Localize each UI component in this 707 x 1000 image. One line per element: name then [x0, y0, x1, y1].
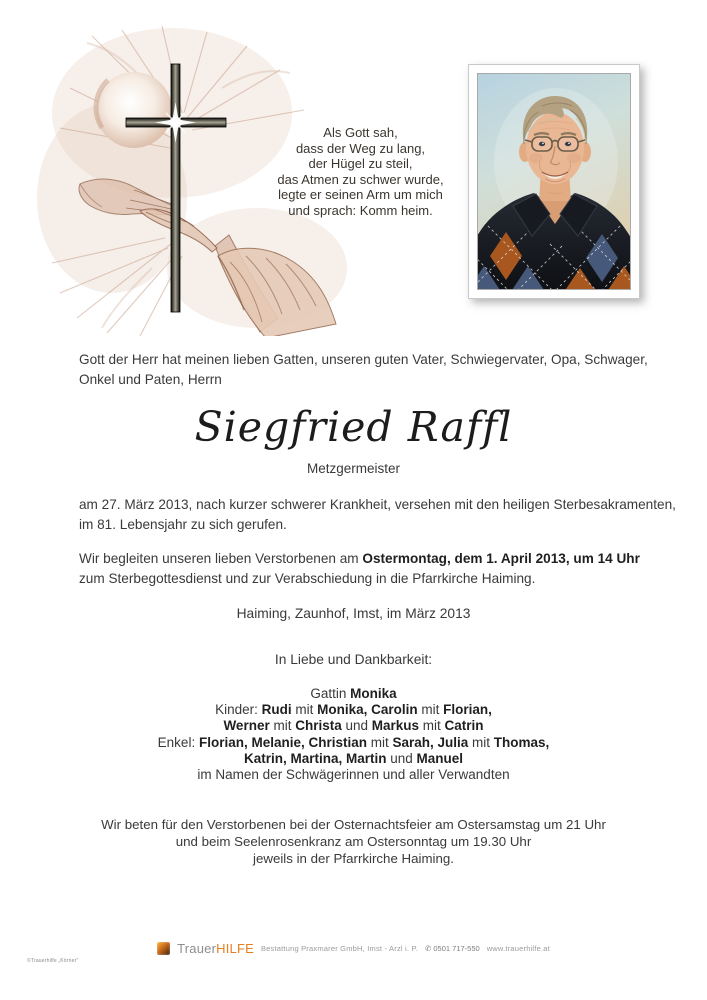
text-line: der Hügel zu steil,	[308, 156, 413, 172]
footer-phone	[425, 944, 480, 953]
text-line: und sprach: Komm heim.	[288, 202, 433, 218]
trauerhilfe-brand	[177, 941, 254, 956]
place-date-line: Haiming, Zaunhof, Imst, im März 2013	[236, 606, 471, 621]
funeral-details-paragraph	[79, 549, 699, 588]
deceased-name: Siegfried Raffl	[194, 403, 513, 451]
gratitude-line: In Liebe und Dankbarkeit:	[274, 652, 433, 667]
brand-prefix: Trauer	[177, 941, 217, 956]
family-list	[0, 686, 707, 783]
brand-suffix: HILFE	[216, 941, 254, 956]
poem-text	[243, 125, 478, 219]
text-line: Wir begleiten unseren lieben Verstorbenen am Ostermontag, dem 1. April 2013, um 14 Uhr	[79, 551, 640, 566]
intro-paragraph	[79, 350, 699, 389]
footer	[0, 941, 707, 956]
phone-icon: ✆	[425, 944, 432, 953]
text-line: das Atmen zu schwer wurde,	[277, 171, 444, 187]
text-line: Enkel: Florian, Melanie, Christian mit Sarah, Julia mit Thomas,	[157, 734, 550, 750]
portrait-photo	[477, 73, 631, 290]
text-line: Kinder: Rudi mit Monika, Carolin mit Florian,	[215, 702, 492, 718]
trauerhilfe-logo-icon	[157, 942, 170, 955]
text-line: und beim Seelenrosenkranz am Ostersonntag um 19.30 Uhr	[175, 834, 532, 849]
text-line: Als Gott sah,	[323, 125, 398, 140]
text-line: Onkel und Paten, Herrn	[79, 371, 222, 387]
text-line: zum Sterbegottesdienst und zur Verabschiedung in die Pfarrkirche Haiming.	[79, 570, 536, 586]
portrait-photo-frame	[468, 64, 640, 299]
text-line: Wir beten für den Verstorbenen bei der Osternachtsfeier am Ostersamstag um 21 Uhr	[101, 817, 606, 832]
text-line: Gott der Herr hat meinen lieben Gatten, unseren guten Vater, Schwiegervater, Opa, Schwager,	[79, 352, 648, 367]
text-line: im 81. Lebensjahr zu sich gerufen.	[79, 516, 287, 532]
text-line: jeweils in der Pfarrkirche Haiming.	[253, 851, 454, 866]
artwork-copyright: ©Trauerhilfe „Körner“	[27, 958, 79, 964]
text-line: Gattin Monika	[310, 686, 397, 701]
death-paragraph	[79, 495, 699, 534]
deceased-profession: Metzgermeister	[306, 461, 401, 476]
prayer-paragraph	[0, 816, 707, 867]
text-line: im Namen der Schwägerinnen und aller Verwandten	[197, 767, 510, 783]
footer-company: Bestattung Praxmarer GmbH, Imst - Arzl i. P.	[260, 944, 418, 953]
footer-website: www.trauerhilfe.at	[486, 944, 550, 953]
text-line: am 27. März 2013, nach kurzer schwerer Krankheit, versehen mit den heiligen Sterbesakramenten,	[79, 497, 676, 512]
text-line: legte er seinen Arm um mich	[278, 187, 443, 203]
phone-number: 0501 717-550	[433, 944, 480, 953]
text-line: Werner mit Christa und Markus mit Catrin	[223, 718, 484, 734]
text-line: Katrin, Martina, Martin und Manuel	[243, 750, 464, 766]
text-line: dass der Weg zu lang,	[295, 140, 426, 156]
portrait-illustration	[478, 74, 630, 289]
